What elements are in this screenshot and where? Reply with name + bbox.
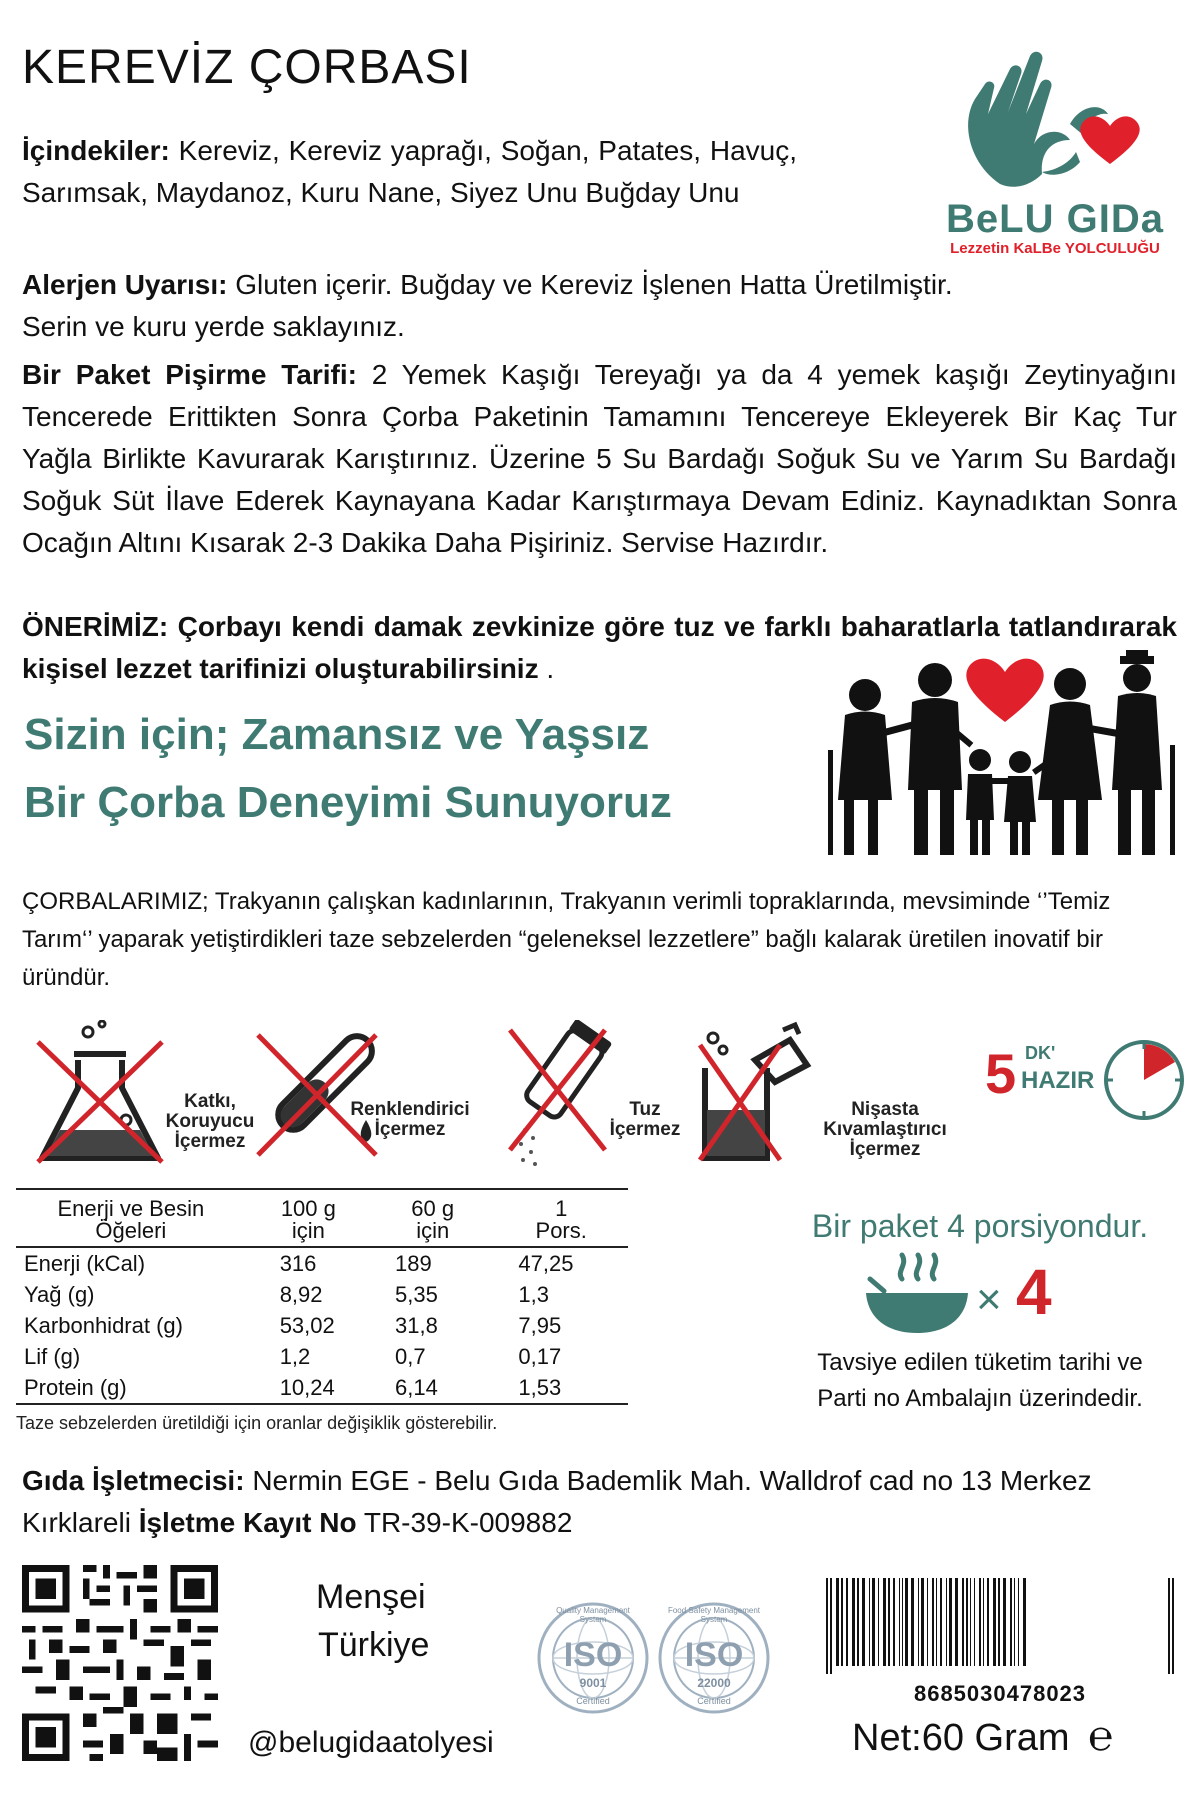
ready-time-badge: [975, 1035, 1190, 1135]
iso-9001-seal: [535, 1600, 651, 1716]
test-tube-icon: [248, 1020, 388, 1170]
recipe-label: Bir Paket Pişirme Tarifi:: [22, 359, 357, 390]
badge-no-additives: [30, 1020, 260, 1170]
allergen-warning: [22, 264, 1172, 348]
barcode-bar: [836, 1578, 839, 1666]
portion-note-2: Parti no Ambalajın üzerindedir.: [817, 1385, 1143, 1412]
brand-logo: [930, 44, 1180, 257]
barcode-bar: [949, 1578, 952, 1666]
suggestion-text: Çorbayı kendi damak zevkinize göre tuz ve farklı baharatlarla tatlandırarak kişisel lezzet tarifinizi oluşturabilirsiniz: [22, 611, 1177, 684]
nutrition-header-portion: 1 Pors.: [535, 1196, 587, 1243]
barcode-bar: [1010, 1578, 1012, 1666]
ready-word: HAZIR: [1021, 1067, 1095, 1094]
origin-country: Türkiye: [318, 1626, 430, 1664]
heart-icon: [966, 659, 1043, 722]
barcode-bar: [1168, 1578, 1170, 1674]
table-row: Yağ (g) 8,92 5,35 1,3: [24, 1282, 549, 1307]
badge-label-3: Tuz: [629, 1099, 661, 1120]
iso-9001-cert: Certified: [576, 1696, 610, 1706]
barcode-bar: [902, 1578, 903, 1666]
ingredients-text: Kereviz, Kereviz yaprağı, Soğan, Patates, Havuç, Sarımsak, Maydanoz, Kuru Nane, Siyez Unu Buğday Unu: [22, 135, 797, 208]
barcode-bar: [1023, 1578, 1026, 1666]
barcode-bar: [830, 1578, 832, 1674]
product-title: KEREVİZ ÇORBASI: [22, 41, 472, 94]
barcode-bar: [966, 1578, 968, 1666]
badge-label-1: Katkı,: [184, 1091, 236, 1112]
barcode-bar: [872, 1578, 875, 1666]
operator-label: Gıda İşletmecisi:: [22, 1465, 245, 1496]
barcode-bar: [962, 1578, 964, 1666]
barcode-bar: [862, 1578, 865, 1666]
beaker-icon: [695, 1020, 815, 1170]
iso-22000-seal: [656, 1600, 772, 1716]
food-operator: [22, 1460, 1172, 1544]
qr-code-icon: [22, 1565, 218, 1761]
ingredients-label: İçindekiler:: [22, 135, 170, 166]
storage-text: Serin ve kuru yerde saklayınız.: [22, 311, 405, 342]
barcode-bar: [970, 1578, 971, 1666]
barcode-bar: [955, 1578, 958, 1666]
barcode-bar: [998, 1578, 1000, 1666]
barcode-bar: [921, 1578, 924, 1666]
barcode: [820, 1578, 1180, 1707]
barcode-bar: [936, 1578, 937, 1666]
table-row: Lif (g) 1,2 0,7 0,17: [24, 1344, 562, 1369]
badge-label-3b: İçermez: [609, 1119, 681, 1140]
barcode-bar: [857, 1578, 859, 1666]
portion-note-1: Tavsiye edilen tüketim tarihi ve: [817, 1349, 1143, 1376]
iso-22000-number: 22000: [697, 1676, 731, 1690]
barcode-bar: [893, 1578, 895, 1666]
about-text: ÇORBALARIMIZ; Trakyanın çalışkan kadınlarının, Trakyanın verimli topraklarında, mevsiminde ‘’Temiz Tarım‘’ yaparak yetiştirdikleri taze sebzelerden “geleneksel lezzetlere” bağlı kalarak üretilen inovatif bir üründür.: [22, 888, 1111, 991]
barcode-bar: [940, 1578, 942, 1666]
barcode-number: 8685030478023: [913, 1681, 1087, 1706]
nutrition-header-name: Enerji ve Besin Öğeleri: [57, 1196, 205, 1243]
table-row: Protein (g) 10,24 6,14 1,53: [16, 1372, 628, 1404]
iso-22000-text: ISO: [684, 1636, 744, 1674]
social-handle[interactable]: @belugidaatolyesi: [248, 1726, 494, 1759]
barcode-bar: [1014, 1578, 1015, 1666]
recipe: [22, 354, 1177, 564]
barcode-bar: [1003, 1578, 1006, 1666]
nutrition-note: Taze sebzelerden üretildiği için oranlar değişiklik gösterebilir.: [16, 1413, 498, 1433]
barcode-bar: [918, 1578, 919, 1666]
badge-label-4b: Kıvamlaştırıcı: [823, 1119, 947, 1140]
barcode-bar: [1172, 1578, 1174, 1674]
barcode-bar: [899, 1578, 900, 1666]
barcode-bar: [993, 1578, 996, 1666]
barcode-icon: [820, 1578, 1180, 1674]
net-weight-text: Net:60 Gram: [852, 1717, 1070, 1759]
barcode-bar: [826, 1578, 828, 1674]
flask-icon: [30, 1020, 180, 1170]
net-weight: [852, 1712, 1113, 1760]
barcode-bar: [983, 1578, 984, 1666]
portion-info: [770, 1208, 1190, 1417]
nutrition-header-60g: 60 g için: [411, 1196, 455, 1243]
allergen-text: Gluten içerir. Buğday ve Kereviz İşlenen Hatta Üretilmiştir.: [227, 269, 953, 300]
ingredients: [22, 130, 797, 214]
portion-count: 4: [1016, 1256, 1052, 1328]
estimated-sign-icon: ℮: [1088, 1712, 1114, 1759]
slogan-line-2: Bir Çorba Deneyimi Sunuyoruz: [24, 778, 672, 827]
barcode-bar: [878, 1578, 879, 1666]
family-illustration: [820, 650, 1185, 865]
operator-text: Nermin EGE - Belu Gıda Bademlik Mah. Walldrof cad no 13 Merkez Kırklareli: [22, 1465, 1092, 1538]
badge-label-2: Renklendirici: [350, 1099, 470, 1120]
badge-no-colorants: [248, 1020, 478, 1170]
barcode-bar: [1018, 1578, 1019, 1666]
badge-label-2b: İçermez: [374, 1119, 446, 1140]
badge-label-1c: İçermez: [174, 1131, 246, 1152]
barcode-bar: [869, 1578, 870, 1666]
barcode-bar: [987, 1578, 989, 1666]
iso-22000-ring: Food Safety Management System: [667, 1606, 761, 1624]
barcode-bar: [911, 1578, 914, 1666]
heart-icon: [1080, 116, 1139, 164]
barcode-bar: [905, 1578, 908, 1666]
barcode-bar: [846, 1578, 848, 1666]
barcode-bar: [979, 1578, 981, 1666]
ready-unit: DK': [1025, 1043, 1056, 1063]
recipe-text: 2 Yemek Kaşığı Tereyağı ya da 4 yemek kaşığı Zeytinyağını Tencerede Erittikten Sonra Çorba Paketinin Tamamını Tencereye Ekleyerek Bir Kaç Tur Yağla Birlikte Kavurarak Karıştırınız. Üzerine 5 Su Bardağı Soğuk Su ve Yarım Su Bardağı Soğuk Süt İlave Ederek Kaynayana Kadar Karıştırmaya Devam Ediniz. Kaynadıktan Sonra Ocağın Altını Kısarak 2-3 Dakika Daha Pişiriniz. Servise Hazırdır.: [22, 359, 1177, 558]
table-row: Enerji (kCal) 316 189 47,25: [24, 1251, 574, 1276]
slogan-line-1: Sizin için; Zamansız ve Yaşsız: [24, 710, 650, 759]
registration-label: İşletme Kayıt No: [138, 1507, 357, 1538]
badge-label-1b: Koruyucu: [165, 1111, 255, 1132]
barcode-bar: [852, 1578, 855, 1666]
soup-bowl-icon: [862, 1249, 972, 1339]
salt-shaker-icon: [505, 1020, 615, 1170]
nutrition-facts: [16, 1188, 628, 1434]
allergen-label: Alerjen Uyarısı:: [22, 269, 228, 300]
brand-name: BeLU GIDa: [946, 197, 1164, 241]
badge-no-starch: [695, 1020, 965, 1170]
iso-22000-cert: Certified: [697, 1696, 731, 1706]
barcode-bar: [927, 1578, 928, 1666]
barcode-bar: [946, 1578, 947, 1666]
badge-label-4: Nişasta: [851, 1099, 919, 1120]
badge-label-4c: İçermez: [849, 1139, 921, 1160]
origin-label: Menşei: [316, 1578, 426, 1616]
iso-9001-ring: Quality Management System: [556, 1606, 630, 1624]
ready-number: 5: [985, 1042, 1017, 1105]
qr-code[interactable]: [22, 1565, 218, 1761]
nutrition-header-100g: 100 g için: [280, 1196, 336, 1243]
suggestion-label: ÖNERİMİZ:: [22, 611, 169, 642]
timer-icon: [1099, 1035, 1189, 1125]
barcode-bar: [974, 1578, 975, 1666]
registration-number: TR-39-K-009882: [356, 1507, 573, 1538]
barcode-bar: [841, 1578, 843, 1666]
portion-text: Bir paket 4 porsiyondur.: [811, 1208, 1149, 1244]
nutrition-table: [16, 1190, 628, 1405]
iso-9001-number: 9001: [579, 1676, 607, 1690]
barcode-bar: [932, 1578, 934, 1666]
badge-no-salt: [505, 1020, 705, 1170]
iso-9001-text: ISO: [563, 1636, 623, 1674]
barcode-bar: [883, 1578, 886, 1666]
brand-tagline: Lezzetin KaLBe YOLCULUĞU: [950, 240, 1160, 257]
hand-heart-icon: [930, 44, 1180, 194]
portion-times: ×: [976, 1275, 1002, 1324]
barcode-bar: [888, 1578, 890, 1666]
suggestion-tail: .: [538, 653, 555, 684]
table-row: Karbonhidrat (g) 53,02 31,8 7,95: [24, 1313, 562, 1338]
